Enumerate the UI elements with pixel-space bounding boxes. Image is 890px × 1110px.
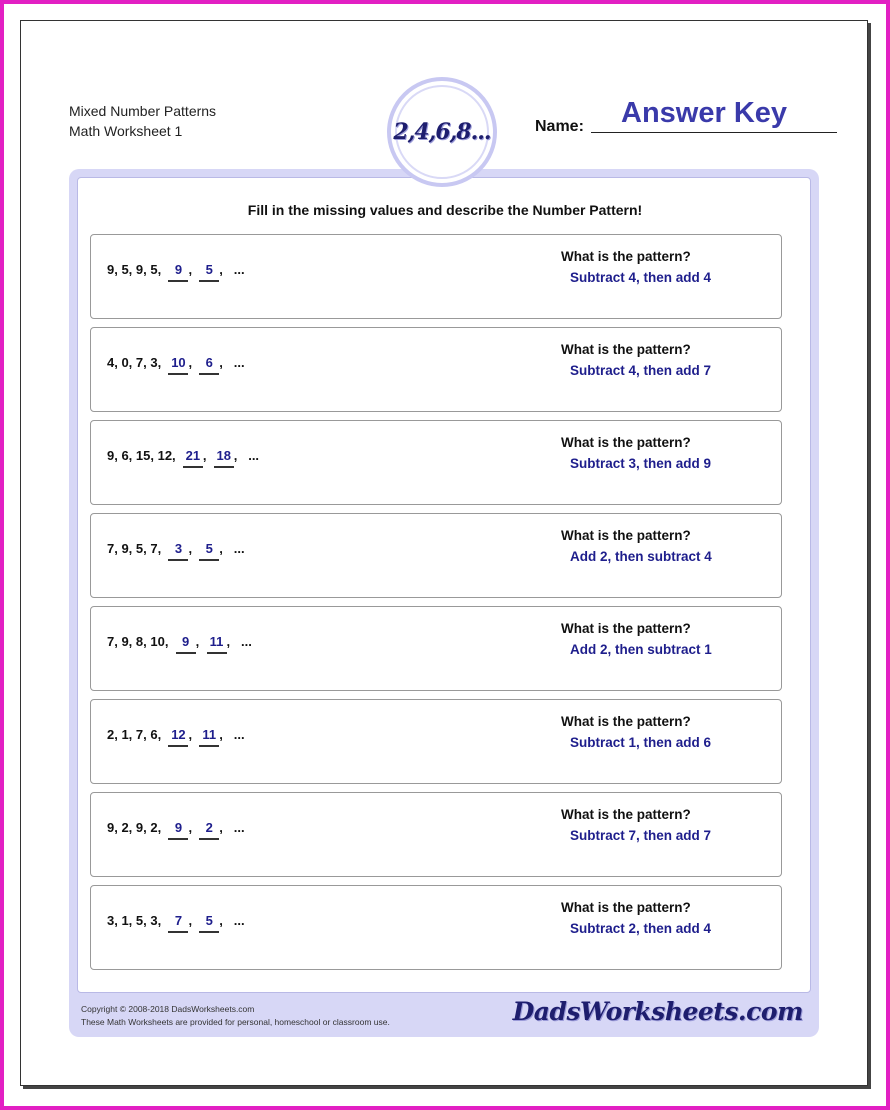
sequence: 9, 2, 9, 2, 9 , 2 , ... bbox=[107, 820, 245, 840]
instructions: Fill in the missing values and describe the Number Pattern! bbox=[247, 202, 643, 218]
answer-blank-1[interactable]: 9 bbox=[168, 262, 188, 282]
pattern-question: What is the pattern? bbox=[561, 621, 691, 636]
pattern-question: What is the pattern? bbox=[561, 807, 691, 822]
sequence-ellipsis: ... bbox=[248, 448, 260, 463]
answer-blank-1[interactable]: 9 bbox=[176, 634, 196, 654]
sequence-ellipsis: ... bbox=[233, 262, 245, 277]
sequence-ellipsis: ... bbox=[233, 820, 245, 835]
pattern-answer[interactable]: Subtract 7, then add 7 bbox=[570, 828, 712, 843]
problem-box-6 bbox=[90, 699, 782, 784]
name-line bbox=[591, 132, 837, 133]
sequence-logo bbox=[387, 77, 497, 187]
problem-box-1 bbox=[90, 234, 782, 319]
pattern-answer[interactable]: Add 2, then subtract 1 bbox=[570, 642, 712, 657]
problem-box-5 bbox=[90, 606, 782, 691]
worksheet-title: Mixed Number Patterns bbox=[69, 103, 217, 119]
sequence-ellipsis: ... bbox=[233, 727, 245, 742]
pattern-answer[interactable]: Subtract 3, then add 9 bbox=[570, 456, 712, 471]
problems-panel-inner bbox=[77, 177, 811, 993]
pattern-answer[interactable]: Subtract 1, then add 6 bbox=[570, 735, 712, 750]
sequence: 4, 0, 7, 3, 10 , 6 , ... bbox=[107, 355, 245, 375]
answer-blank-1[interactable]: 21 bbox=[183, 448, 203, 468]
answer-blank-2[interactable]: 18 bbox=[214, 448, 234, 468]
answer-blank-2[interactable]: 5 bbox=[199, 913, 219, 933]
answer-blank-1[interactable]: 3 bbox=[168, 541, 188, 561]
dadsworksheets-logo: DadsWorksheets.com bbox=[512, 997, 803, 1026]
answer-blank-1[interactable]: 10 bbox=[168, 355, 188, 375]
pattern-answer[interactable]: Subtract 4, then add 7 bbox=[570, 363, 712, 378]
worksheet bbox=[20, 20, 868, 1086]
sequence: 2, 1, 7, 6, 12 , 11 , ... bbox=[107, 727, 245, 747]
pattern-question: What is the pattern? bbox=[561, 900, 691, 915]
sequence-logo-ring bbox=[395, 85, 489, 179]
sequence-given: 4, 0, 7, 3, bbox=[107, 355, 162, 370]
sequence-given: 7, 9, 5, 7, bbox=[107, 541, 162, 556]
sequence: 7, 9, 8, 10, 9 , 11 , ... bbox=[107, 634, 252, 654]
answer-blank-2[interactable]: 2 bbox=[199, 820, 219, 840]
problem-box-3 bbox=[90, 420, 782, 505]
sequence-given: 9, 2, 9, 2, bbox=[107, 820, 162, 835]
sequence-logo-text: 2,4,6,8... bbox=[393, 119, 491, 145]
answer-blank-1[interactable]: 9 bbox=[168, 820, 188, 840]
sequence-given: 9, 5, 9, 5, bbox=[107, 262, 162, 277]
answer-blank-1[interactable]: 12 bbox=[168, 727, 188, 747]
answer-blank-2[interactable]: 11 bbox=[199, 727, 219, 747]
sequence-ellipsis: ... bbox=[233, 541, 245, 556]
sequence-ellipsis: ... bbox=[233, 913, 245, 928]
sequence: 9, 6, 15, 12, 21 , 18 , ... bbox=[107, 448, 259, 468]
sequence: 3, 1, 5, 3, 7 , 5 , ... bbox=[107, 913, 245, 933]
pattern-answer[interactable]: Subtract 2, then add 4 bbox=[570, 921, 712, 936]
answer-blank-2[interactable]: 5 bbox=[199, 262, 219, 282]
name-label: Name: bbox=[535, 118, 584, 135]
sequence-ellipsis: ... bbox=[233, 355, 245, 370]
answer-blank-1[interactable]: 7 bbox=[168, 913, 188, 933]
sequence-given: 9, 6, 15, 12, bbox=[107, 448, 176, 463]
answer-blank-2[interactable]: 11 bbox=[207, 634, 227, 654]
problem-box-7 bbox=[90, 792, 782, 877]
sequence-ellipsis: ... bbox=[240, 634, 252, 649]
sequence-given: 7, 9, 8, 10, bbox=[107, 634, 169, 649]
pattern-question: What is the pattern? bbox=[561, 528, 691, 543]
answer-key: Answer Key bbox=[621, 97, 788, 129]
problem-box-2 bbox=[90, 327, 782, 412]
sequence: 7, 9, 5, 7, 3 , 5 , ... bbox=[107, 541, 245, 561]
footer-copyright bbox=[81, 1003, 390, 1029]
pattern-question: What is the pattern? bbox=[561, 714, 691, 729]
pattern-question: What is the pattern? bbox=[561, 249, 691, 264]
answer-blank-2[interactable]: 6 bbox=[199, 355, 219, 375]
problem-box-4 bbox=[90, 513, 782, 598]
problems-panel bbox=[69, 169, 819, 1037]
sequence: 9, 5, 9, 5, 9 , 5 , ... bbox=[107, 262, 245, 282]
pattern-question: What is the pattern? bbox=[561, 435, 691, 450]
sequence-given: 3, 1, 5, 3, bbox=[107, 913, 162, 928]
problem-box-8 bbox=[90, 885, 782, 970]
usage-note: These Math Worksheets are provided for personal, homeschool or classroom use. bbox=[81, 1017, 390, 1027]
sequence-given: 2, 1, 7, 6, bbox=[107, 727, 162, 742]
answer-blank-2[interactable]: 5 bbox=[199, 541, 219, 561]
copyright-text: Copyright © 2008-2018 DadsWorksheets.com bbox=[81, 1004, 255, 1014]
worksheet-subtitle: Math Worksheet 1 bbox=[69, 123, 183, 139]
pattern-question: What is the pattern? bbox=[561, 342, 691, 357]
pattern-answer[interactable]: Add 2, then subtract 4 bbox=[570, 549, 712, 564]
pattern-answer[interactable]: Subtract 4, then add 4 bbox=[570, 270, 712, 285]
